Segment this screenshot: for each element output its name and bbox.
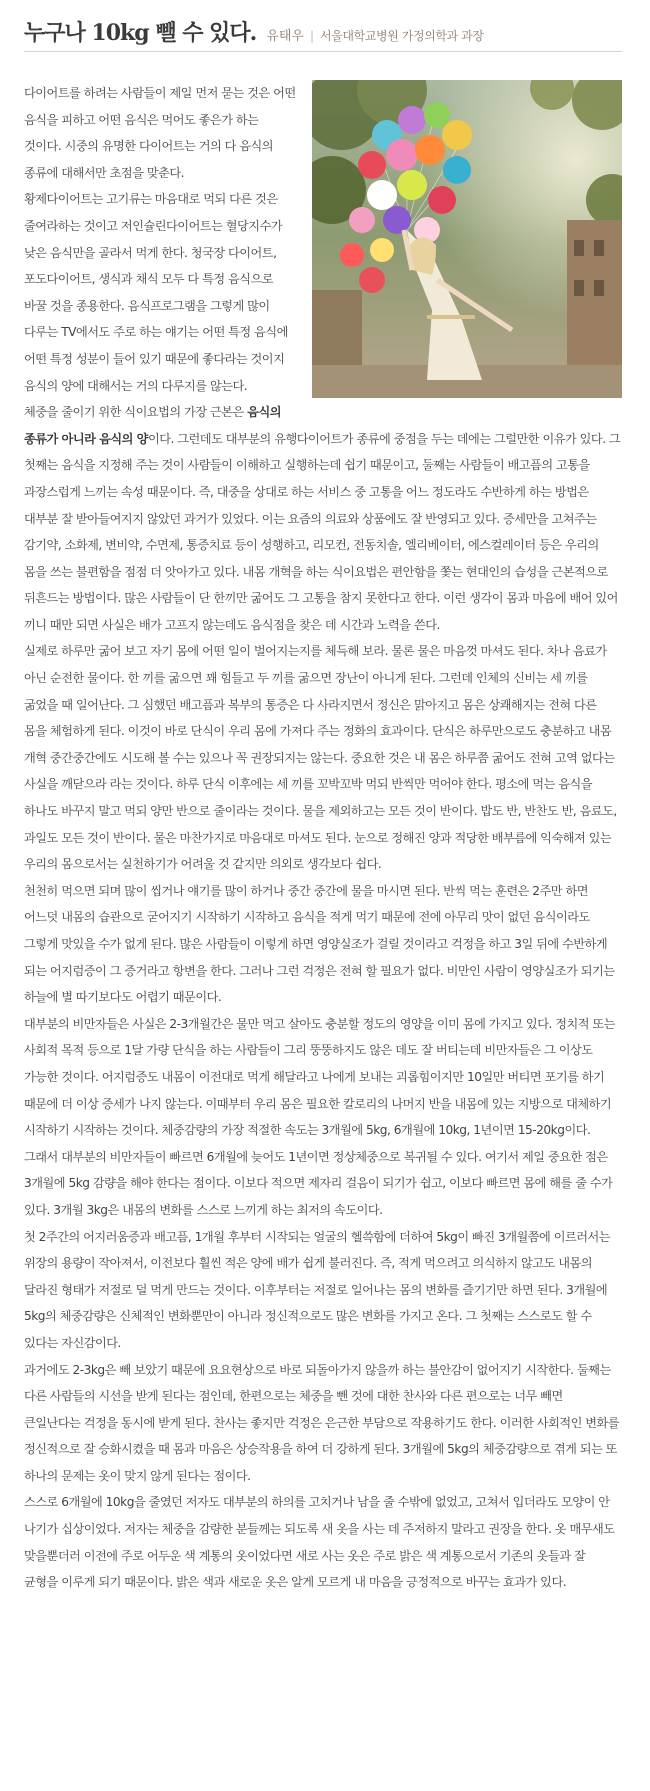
- paragraph-3: [24, 399, 622, 638]
- article-header: [24, 0, 622, 52]
- article-body: [24, 80, 622, 1596]
- article-title: 누구나 10kg 뺄 수 있다.: [24, 20, 257, 46]
- paragraph-7: 첫 2주간의 어지러움증과 배고픔, 1개월 후부터 시작되는 얼굴의 헬쓱함에 더하여 5kg이 빠진 3개월쯤에 이르러서는 위장의 용량이 작아져서, 이전보다 훨씬 적은 양에 배가 쉽게 불러진다. 즉, 적게 먹으려고 의식하지 않고도 내몸의 달라진 형태가 저절로 덜 먹게 만드는 것이다. 이후부터는 저절로 일어나는 몸의 변화를 즐기기만 하면 된다. 3개월에 5kg의 체중감량은 신체적인 변화뿐만이 아니라 정신적으로도 많은 변화를 가지고 온다. 그 첫째는 스스로도 할 수 있다는 자신감이다.: [24, 1229, 611, 1350]
- paragraph-9: 스스로 6개월에 10kg을 줄였던 저자도 대부분의 하의를 고치거나 남을 줄 수밖에 없었고, 고쳐서 입더라도 모양이 안 나기가 십상이었다. 저자는 체중을 감량한 분들께는 되도록 새 옷을 사는 데 주저하지 말라고 권장을 한다. 옷 매무새도 맞을뿐더러 이전에 주로 어두운 색 계통의 옷이었다면 새로 사는 옷은 주로 밝은 색 계통으로서 기존의 옷들과 잘 균형을 이루게 되기 때문이다. 밝은 색과 새로운 옷은 알게 모르게 내 마음을 긍정적으로 바꾸는 효과가 있다.: [24, 1495, 615, 1590]
- header-separator: |: [310, 29, 315, 43]
- paragraph-3-emphasis: 음식의 종류가 아니라 음식의 양: [24, 405, 281, 446]
- balloons-woman-photo: [312, 80, 622, 398]
- paragraph-3-after: 이다. 그런데도 대부분의 유행다이어트가 종류에 중점을 두는 데에는 그럴만한 이유가 있다. 그 첫째는 음식을 지정해 주는 것이 사람들이 이해하고 실행하는데 쉽기 때문이고, 둘째는 사람들이 배고픔의 고통을 과장스럽게 느끼는 속성 때문이다. 즉, 대중을 상대로 하는 서비스 중 고통을 어느 정도라도 수반하게 하는 방법은 대부분 잘 받아들여지지 않았던 과거가 있었다. 이는 요즘의 의료와 상품에도 잘 반영되고 있다. 증세만을 고쳐주는 감기약, 소화제, 변비약, 수면제, 통증치료 등이 성행하고, 리모컨, 전동치솔, 엘리베이터, 에스컬레이터 등은 우리의 몸을 쓰는 불편함을 점점 더 앗아가고 있다. 내몸 개혁을 하는 식이요법은 편안함을 쫓는 현대인의 습성을 근본적으로 뒤흔드는 방법이다. 많은 사람들이 단 한끼만 굶어도 그 고통을 참지 못한다고 한다. 이런 생각이 몸과 마음에 배어 있어 끼니 때만 되면 사실은 배가 고프지 않는데도 음식점을 찾은 데 시간과 노력을 쓴다.: [24, 431, 621, 632]
- paragraph-4: 실제로 하루만 굶어 보고 자기 몸에 어떤 일이 벌어지는지를 체득해 보라. 물론 물은 마음껏 마셔도 된다. 차나 음료가 아닌 순전한 물이다. 한 끼를 굶으면 꽤 힘들고 두 끼를 굶으면 장난이 아니게 된다. 그런데 인체의 신비는 세 끼를 굶었을 때 일어난다. 그 심했던 배고픔과 복부의 통증은 다 사라지면서 정신은 맑아지고 몸은 상쾌해지는 전혀 다른 몸을 체험하게 된다. 이것이 바로 단식이 우리 몸에 가져다 주는 정화의 효과이다. 단식은 하루만으로도 충분하고 내몸 개혁 중간중간에도 시도해 볼 수는 있으나 꼭 권장되지는 않는다. 중요한 것은 내 몸은 하루쯤 굶어도 전혀 고역 없다는 사실을 깨닫으라 라는 것이다. 하루 단식 이후에는 세 끼를 꼬박꼬박 먹되 반씩만 먹어야 한다. 평소에 먹는 음식을 하나도 바꾸지 말고 먹되 양만 반으로 줄이라는 것이다. 물을 제외하고는 모든 것이 반이다. 밥도 반, 반찬도 반, 음료도, 과일도 모든 것이 반이다. 물은 마찬가지로 마음대로 마셔도 된다. 눈으로 정해진 양과 적당한 배부름에 익숙해져 있는 우리의 몸으로서는 실천하기가 어려울 것 같지만 의외로 생각보다 쉽다.: [24, 644, 617, 872]
- paragraph-1: 다이어트를 하려는 사람들이 제일 먼저 묻는 것은 어떤 음식을 피하고 어떤 음식은 먹어도 좋은가 하는 것이다. 시중의 유명한 다이어트는 거의 다 음식의 종류에 대해서만 초점을 맞춘다.: [24, 86, 296, 180]
- author-name: 유태우: [266, 29, 304, 44]
- author-affiliation: 서울대학교병원 가정의학과 과장: [320, 29, 484, 43]
- paragraph-5: 천천히 먹으면 되며 많이 씹거나 얘기를 많이 하거나 중간 중간에 물을 마시면 된다. 반씩 먹는 훈련은 2주만 하면 어느덧 내몸의 습관으로 굳어지기 시작하기 시작하고 음식을 적게 먹기 때문에 전에 아무리 맛이 없던 음식이라도 그렇게 맛있을 수가 없게 된다. 많은 사람들이 이렇게 하면 영양실조가 걸릴 것이라고 걱정을 하고 3일 뒤에 수반하게 되는 어지럼증이 그 증거라고 항변을 한다. 그러나 그런 걱정은 전혀 할 필요가 없다. 비만인 사람이 영양실조가 되기는 하늘에 별 따기보다도 어렵기 때문이다.: [24, 883, 615, 1005]
- paragraph-8: 과거에도 2-3kg은 빼 보았기 때문에 요요현상으로 바로 되돌아가지 않을까 하는 불안감이 없어지기 시작한다. 둘째는 다른 사람들의 시선을 받게 된다는 점인데, 한편으로는 체중을 뺀 것에 대한 찬사와 다른 편으로는 너무 빼면 큰일난다는 걱정을 동시에 받게 된다. 찬사는 좋지만 걱정은 은근한 부담으로 작용하기도 한다. 이러한 사회적인 변화를 정신적으로 잘 승화시켰을 때 몸과 마음은 상승작용을 하여 더 강하게 된다. 3개월에 5kg의 체중감량으로 겪게 되는 또 하나의 문제는 옷이 맞지 않게 된다는 점이다.: [24, 1362, 620, 1483]
- paragraph-6: 대부분의 비만자들은 사실은 2-3개월간은 물만 먹고 살아도 충분할 정도의 영양을 이미 몸에 가지고 있다. 정치적 또는 사회적 목적 등으로 1달 가량 단식을 하는 사람들이 그리 뚱뚱하지도 않은 데도 잘 버티는데 비만자들은 그 이상도 가능한 것이다. 어지럼증도 내몸이 이전대로 먹게 해달라고 나에게 보내는 괴롭힘이지만 10일만 버티면 포기를 하기 때문에 더 이상 증세가 나지 않는다. 이때부터 우리 몸은 필요한 칼로리의 나머지 반을 내몸에 있는 지방으로 대체하기 시작하기 시작하는 것이다. 체중감량의 가장 적절한 속도는 3개월에 5kg, 6개월에 10kg, 1년이면 15-20kg이다. 그래서 대부분의 비만자들이 빠르면 6개월에 늦어도 1년이면 정상체중으로 복귀될 수 있다. 여기서 제일 중요한 점은 3개월에 5kg 감량을 해야 한다는 점이다. 이보다 적으면 제자리 걸음이 되기가 쉽고, 이보다 빠르면 몸에 해를 줄 수가 있다. 3개월 3kg은 내몸의 변화를 스스로 느끼게 하는 최저의 속도이다.: [24, 1016, 615, 1217]
- paragraph-3-before: 체중을 줄이기 위한 식이요법의 가장 근본은: [24, 405, 248, 420]
- balloons-woman-illustration: [312, 80, 622, 398]
- paragraph-2: 황제다이어트는 고기류는 마음대로 먹되 다른 것은 줄여라하는 것이고 저인슐린다이어트는 혈당지수가 낮은 음식만을 골라서 먹게 한다. 청국장 다이어트, 포도다이어트, 생식과 채식 모두 다 특정 음식으로 바꿀 것을 종용한다. 음식프로그램을 그렇게 많이 다루는 TV에서도 주로 하는 얘기는 어떤 특정 음식에 어떤 특정 성분이 들어 있기 때문에 좋다라는 것이지 음식의 양에 대해서는 거의 다루지를 않는다.: [24, 192, 288, 393]
